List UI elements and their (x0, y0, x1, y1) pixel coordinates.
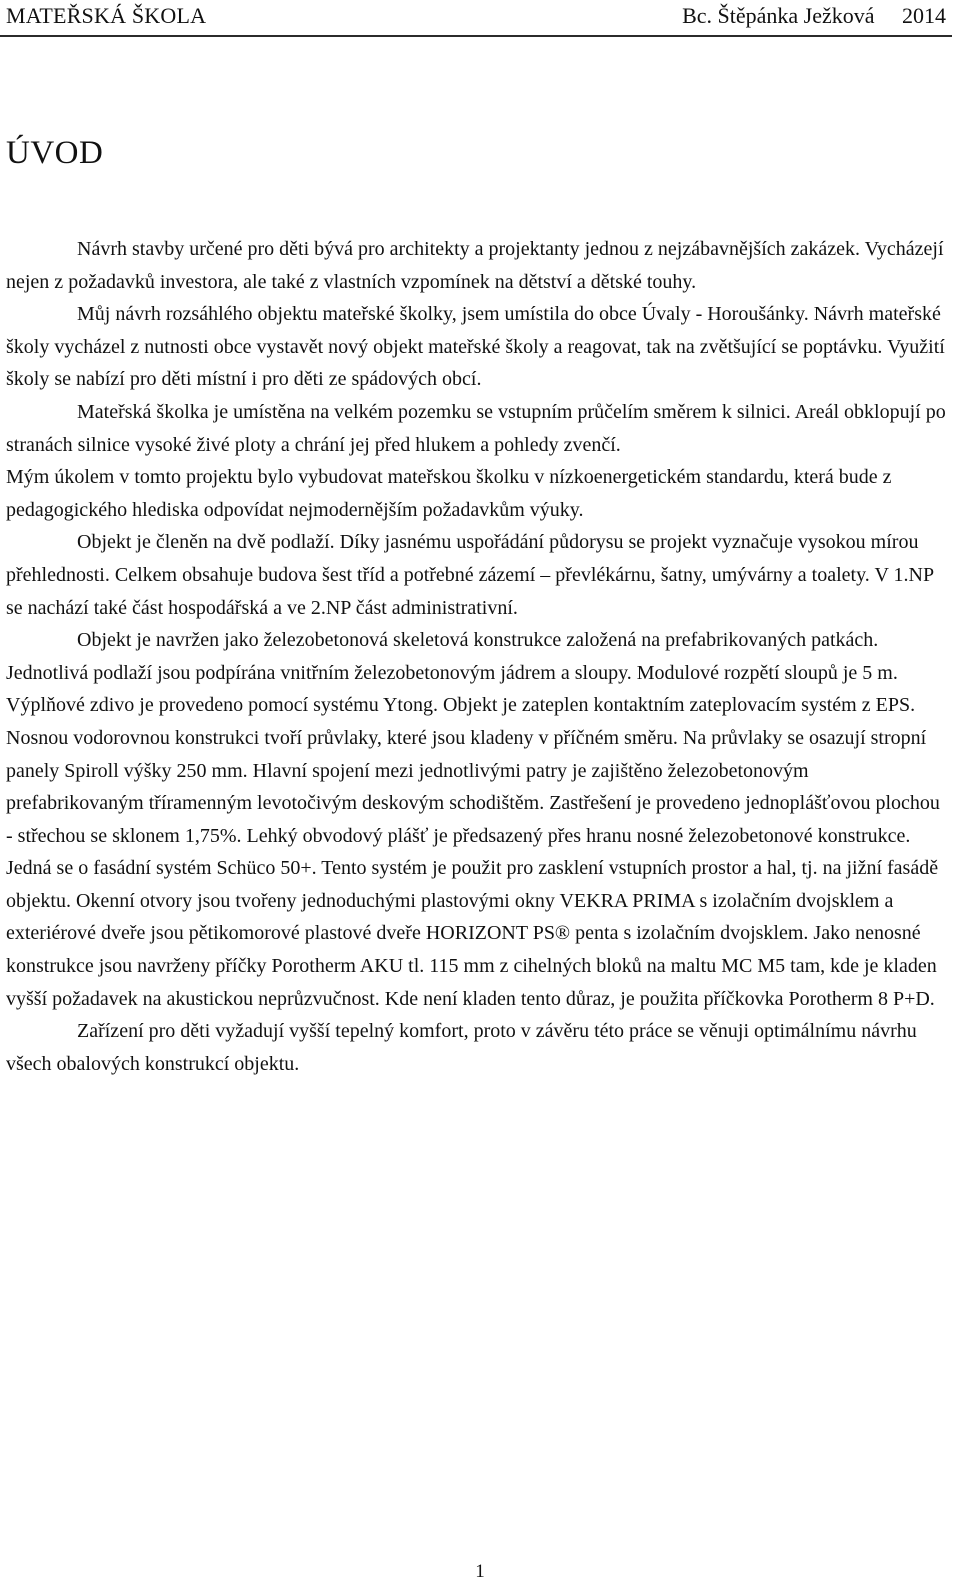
section-title: ÚVOD (6, 135, 104, 171)
paragraph-construction: Objekt je navržen jako železobetonová skeletová konstrukce založená na prefabrikovaných patkách. Jednotlivá podlaží jsou podpírána vnitřním železobetonovým jádrem a sloupy. Modulové rozpětí sloupů je 5 m. Výplňové zdivo je provedeno pomocí systému Ytong. Objekt je zateplen kontaktním zateplovacím systém z EPS. Nosnou vodorovnou konstrukci tvoří průvlaky, které jsou kladeny v příčném směru. Na průvlaky se osazují stropní panely Spiroll výšky 250 mm. Hlavní spojení mezi jednotlivými patry je zajištěno železobetonovým prefabrikovaným tříramenným levotočivým deskovým schodištěm. Zastřešení je provedeno jednoplášťovou plochou - střechou se sklonem 1,75%. Lehký obvodový plášť je předsazený přes hranu nosné železobetonové konstrukce. Jedná se o fasádní systém Schüco 50+. Tento systém je použit pro zasklení vstupních prostor a hal, tj. na jižní fasádě objektu. Okenní otvory jsou tvořeny jednoduchými plastovými okny VEKRA PRIMA s izolačním dvojsklem a exteriérové dveře jsou pětikomorové plastové dveře HORIZONT PS® penta s izolačním dvojsklem. Jako nenosné konstrukce jsou navrženy příčky Porotherm AKU tl. 115 mm z cihelných bloků na maltu MC M5 tam, kde je kladen vyšší požadavek na akustickou neprůzvučnost. Kde není kladen tento důraz, je použita příčkovka Porotherm 8 P+D. (6, 629, 940, 1010)
header-year: 2014 (902, 3, 946, 28)
paragraph-site: Mateřská školka je umístěna na velkém pozemku se vstupním průčelím směrem k silnici. Areál obklopují po stranách silnice vysoké živé ploty a chrání jej před hlukem a pohledy zvenčí. (6, 400, 946, 456)
header-author: Bc. Štěpánka Ježková (682, 3, 875, 28)
paragraph-conclusion: Zařízení pro děti vyžadují vyšší tepelný komfort, proto v závěru této práce se věnuji optimálnímu návrhu všech obalových konstrukcí objektu. (6, 1020, 917, 1075)
paragraph-location: Můj návrh rozsáhlého objektu mateřské školky, jsem umístila do obce Úvaly - Horoušánky. Návrh mateřské školy vycházel z nutnosti obce vystavět nový objekt mateřské školy a reagovat, tak na zvětšující se poptávku. Využití školy se nabízí pro děti místní i pro děti ze spádových obcí. (6, 303, 945, 391)
header-author-year (682, 0, 946, 32)
paragraph-layout: Objekt je členěn na dvě podlaží. Díky jasnému uspořádání půdorysu se projekt vyznačuje vysokou mírou přehlednosti. Celkem obsahuje budova šest tříd a potřebné zázemí – převlékárnu, šatny, umývárny a toalety. V 1.NP se nachází také část hospodářská a ve 2.NP část administrativní. (6, 531, 934, 619)
page-number: 1 (475, 1561, 485, 1582)
paragraph-intro: Návrh stavby určené pro děti bývá pro architekty a projektanty jednou z nejzábavnějších zakázek. Vycházejí nejen z požadavků investora, ale také z vlastních vzpomínek na dětství a dětské touhy. (6, 238, 944, 293)
body-text (6, 233, 950, 1080)
paragraph-goal: Mým úkolem v tomto projektu bylo vybudovat mateřskou školku v nízkoenergetickém standardu, která bude z pedagogického hlediska odpovídat nejmodernějším požadavkům výuky. (6, 466, 892, 521)
running-header (0, 0, 952, 37)
header-document-title: MATEŘSKÁ ŠKOLA (6, 3, 207, 28)
